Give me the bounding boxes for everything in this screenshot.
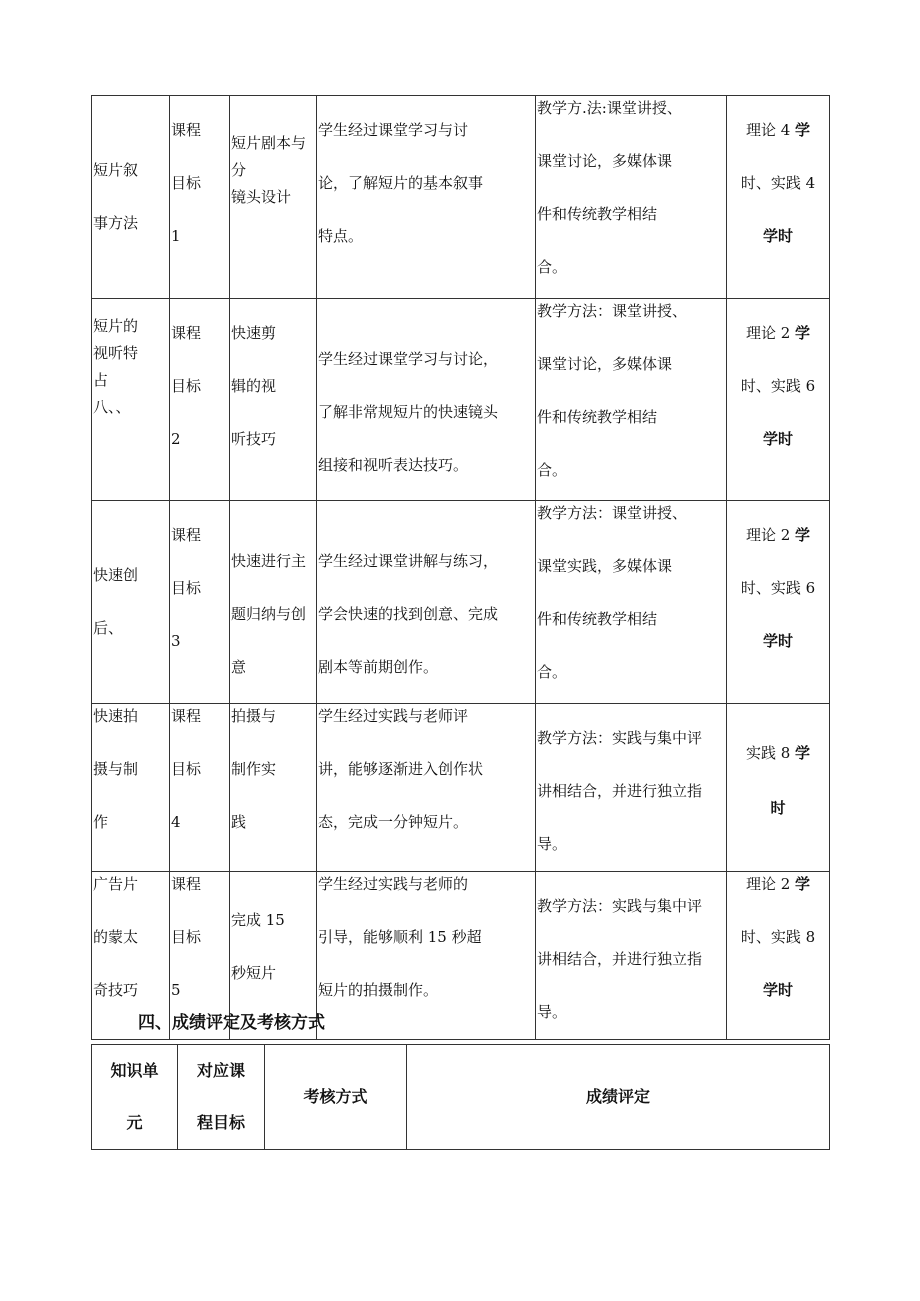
requirement-cell: 学生经过课堂学习与讨 论，了解短片的基本叙事 特点。 (317, 96, 536, 299)
requirement-cell: 学生经过实践与老师评 讲，能够逐渐进入创作状 态，完成一分钟短片。 (317, 704, 536, 872)
header-grade-evaluation: 成绩评定 (407, 1045, 830, 1150)
method-cell: 教学方法：实践与集中评 讲相结合，并进行独立指 导。 (536, 704, 727, 872)
content-cell: 快速剪 辑的视 听技巧 (230, 299, 317, 501)
requirement-cell: 学生经过课堂学习与讨论， 了解非常规短片的快速镜头 组接和视听表达技巧。 (317, 299, 536, 501)
hours-cell: 理论 2 学 时、实践 8 学时 (727, 872, 830, 1040)
unit-cell: 快速创 后、 (92, 501, 170, 704)
unit-cell: 短片的 视听特 占 八、、 (92, 299, 170, 501)
requirement-cell: 学生经过课堂讲解与练习， 学会快速的找到创意、完成 剧本等前期创作。 (317, 501, 536, 704)
target-cell: 课程 目标 4 (170, 704, 230, 872)
content-cell: 完成 15 秒短片 (230, 872, 317, 1040)
method-cell: 教学方法：课堂讲授、 课堂讨论，多媒体课 件和传统教学相结 合。 (536, 299, 727, 501)
method-cell: 教学方法：课堂讲授、 课堂实践，多媒体课 件和传统教学相结 合。 (536, 501, 727, 704)
assessment-table (91, 1044, 830, 1150)
method-cell: 教学方法：实践与集中评 讲相结合，并进行独立指 导。 (536, 872, 727, 1040)
table-header-row (92, 1045, 830, 1150)
content-cell: 快速进行主 题归纳与创 意 (230, 501, 317, 704)
course-plan-table (91, 95, 830, 1040)
unit-cell: 短片叙 事方法 (92, 96, 170, 299)
target-cell: 课程 目标 2 (170, 299, 230, 501)
table-row (92, 299, 830, 501)
header-course-target: 对应课 程目标 (178, 1045, 265, 1150)
target-cell: 课程 目标 3 (170, 501, 230, 704)
hours-cell: 理论 4 学 时、实践 4 学时 (727, 96, 830, 299)
method-cell: 教学方.法:课堂讲授、 课堂讨论，多媒体课 件和传统教学相结 合。 (536, 96, 727, 299)
header-knowledge-unit: 知识单 元 (92, 1045, 178, 1150)
target-cell: 课程 目标 5 (170, 872, 230, 1040)
section-heading: 四、成绩评定及考核方式 (138, 1013, 325, 1033)
table-row (92, 96, 830, 299)
hours-cell: 理论 2 学 时、实践 6 学时 (727, 501, 830, 704)
table-row (92, 704, 830, 872)
unit-cell: 广告片 的蒙太 奇技巧 (92, 872, 170, 1040)
header-assessment-method: 考核方式 (265, 1045, 407, 1150)
content-cell: 拍摄与 制作实 践 (230, 704, 317, 872)
target-cell: 课程 目标 1 (170, 96, 230, 299)
table-row (92, 501, 830, 704)
hours-cell: 理论 2 学 时、实践 6 学时 (727, 299, 830, 501)
unit-cell: 快速拍 摄与制 作 (92, 704, 170, 872)
hours-cell: 实践 8 学 时 (727, 704, 830, 872)
requirement-cell: 学生经过实践与老师的 引导，能够顺利 15 秒超 短片的拍摄制作。 (317, 872, 536, 1040)
content-cell: 短片剧本与 分 镜头设计 (230, 96, 317, 299)
